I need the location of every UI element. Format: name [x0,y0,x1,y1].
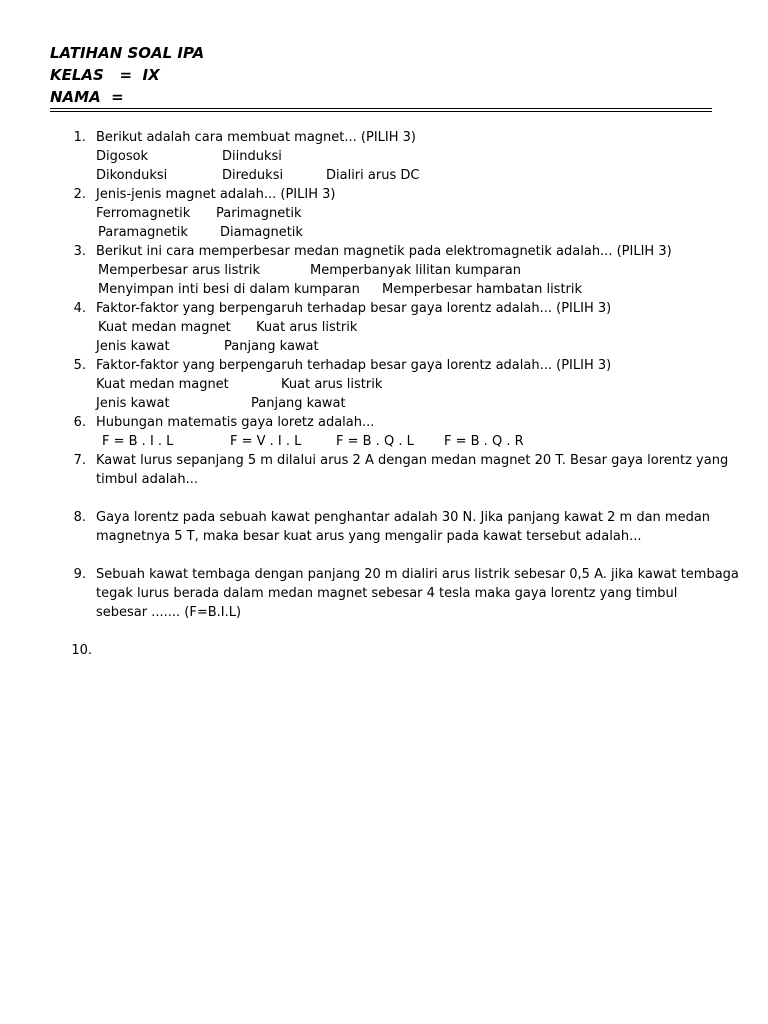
question-text: Berikut ini cara memperbesar medan magnetik pada elektromagnetik adalah... (PILIH 3) [96,244,672,259]
question-number: 7. [73,453,86,468]
answer-option: Jenis kawat [96,339,170,354]
answer-option: Digosok [96,149,149,164]
question-number: 2. [73,187,86,202]
answer-option: Kuat medan magnet [96,377,229,392]
class-field: KELAS = IX [50,66,160,84]
answer-option: Direduksi [222,168,284,183]
answer-option: Memperbanyak lilitan kumparan [310,263,521,278]
answer-option: F = B . Q . L [336,434,414,449]
question-text: Gaya lorentz pada sebuah kawat penghantar adalah 30 N. Jika panjang kawat 2 m dan medan [96,510,711,525]
answer-option: Panjang kawat [224,339,319,354]
worksheet-title: LATIHAN SOAL IPA [50,44,205,62]
question-text: sebesar ....... (F=B.I.L) [96,605,242,620]
answer-option: Panjang kawat [251,396,346,411]
answer-option: Paramagnetik [98,225,188,240]
question-text: Hubungan matematis gaya loretz adalah... [96,415,375,430]
question-number: 8. [73,510,86,525]
question-text: Faktor-faktor yang berpengaruh terhadap besar gaya lorentz adalah... (PILIH 3) [96,358,612,373]
answer-option: Kuat arus listrik [281,377,383,392]
answer-option: F = V . I . L [230,434,302,449]
answer-option: Menyimpan inti besi di dalam kumparan [98,282,360,297]
question-text: Faktor-faktor yang berpengaruh terhadap besar gaya lorentz adalah... (PILIH 3) [96,301,612,316]
answer-option: Dialiri arus DC [326,168,420,183]
answer-option: F = B . I . L [102,434,174,449]
name-field: NAMA = [50,88,124,106]
question-text: magnetnya 5 T, maka besar kuat arus yang mengalir pada kawat tersebut adalah... [96,529,642,544]
answer-option: Parimagnetik [216,206,302,221]
answer-option: Diinduksi [222,149,282,164]
question-number: 1. [73,130,86,145]
answer-option: Jenis kawat [96,396,170,411]
question-text: Kawat lurus sepanjang 5 m dilalui arus 2 A dengan medan magnet 20 T. Besar gaya lorentz yang [96,453,729,468]
question-text: Berikut adalah cara membuat magnet... (PILIH 3) [96,130,416,145]
question-number: 9. [73,567,86,582]
answer-option: Memperbesar hambatan listrik [382,282,583,297]
question-number: 3. [73,244,86,259]
question-number: 6. [73,415,86,430]
question-number: 4. [73,301,86,316]
answer-option: Dikonduksi [96,168,168,183]
answer-option: Memperbesar arus listrik [98,263,260,278]
answer-option: Diamagnetik [220,225,303,240]
answer-option: F = B . Q . R [444,434,524,449]
answer-option: Kuat medan magnet [98,320,231,335]
question-number: 5. [73,358,86,373]
answer-option: Ferromagnetik [96,206,191,221]
question-text: tegak lurus berada dalam medan magnet sebesar 4 tesla maka gaya lorentz yang timbul [96,586,678,601]
question-number: 10. [71,643,92,658]
question-text: timbul adalah... [96,472,199,487]
answer-option: Kuat arus listrik [256,320,358,335]
question-text: Sebuah kawat tembaga dengan panjang 20 m dialiri arus listrik sebesar 0,5 A. jika kawat tembaga [96,567,739,582]
question-text: Jenis-jenis magnet adalah... (PILIH 3) [96,187,336,202]
